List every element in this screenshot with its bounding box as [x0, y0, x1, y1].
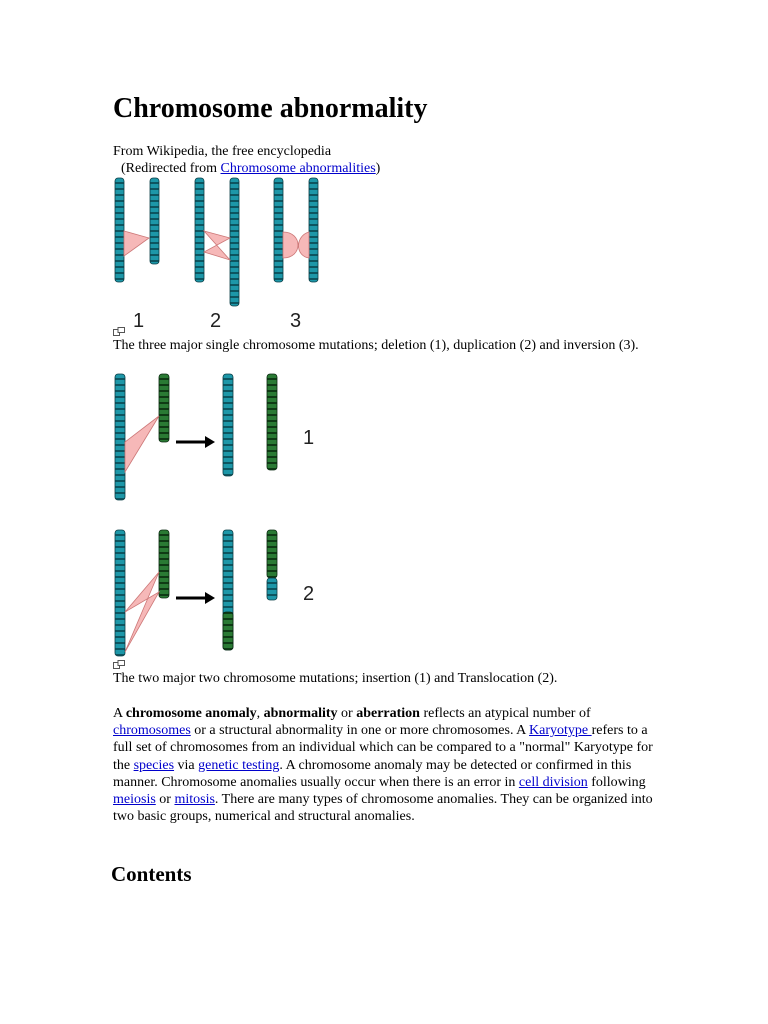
chromosome: [223, 612, 233, 650]
figure2-label-2: 2: [303, 583, 315, 605]
text: or: [337, 706, 357, 721]
link-karyotype[interactable]: Karyotype: [529, 723, 592, 739]
figure1-label-1: 1: [133, 310, 145, 332]
redirect-suffix: ): [375, 161, 381, 176]
figure-single-chromosome-mutations[interactable]: [113, 176, 343, 336]
term-chromosome-anomaly: chromosome anomaly: [125, 706, 257, 721]
figure1-label-3: 3: [290, 310, 302, 332]
chromosome: [115, 178, 124, 282]
mutation-highlight: [283, 232, 309, 258]
chromosome: [150, 178, 159, 264]
text: refers to a full set of chromosomes from an individual which can be compared to a "normal" Karyotype for the: [113, 723, 653, 773]
chromosome: [274, 178, 283, 282]
page-title: Chromosome abnormality: [113, 93, 428, 124]
link-mitosis[interactable]: mitosis: [174, 792, 215, 808]
chromosome: [267, 530, 277, 578]
chromosome: [195, 178, 204, 282]
figure2-label-1: 1: [303, 427, 315, 449]
chromosome: [115, 530, 125, 656]
link-species[interactable]: species: [133, 757, 175, 773]
link-genetic-testing[interactable]: genetic testing: [198, 757, 280, 773]
chromosome: [159, 530, 169, 598]
text: following: [587, 774, 646, 790]
text: . There are many types of chromosome anomalies. They can be organized into two basic groups, numerical and structural anomalies.: [113, 792, 653, 825]
figure-two-chromosome-mutations[interactable]: [113, 372, 343, 662]
text: or a structural abnormality in one or more chromosomes. A: [190, 723, 530, 739]
figure2-caption: The two major two chromosome mutations; insertion (1) and Translocation (2).: [113, 671, 558, 686]
text: reflects an atypical number of: [419, 706, 591, 721]
figure1-caption: The three major single chromosome mutations; deletion (1), duplication (2) and inversion (3).: [113, 338, 639, 353]
chromosome: [267, 374, 277, 470]
mutation-highlight: [125, 416, 159, 472]
magnify-icon[interactable]: [113, 327, 125, 336]
redirect-link[interactable]: Chromosome abnormalities: [220, 161, 376, 176]
chromosome: [230, 178, 239, 306]
link-cell-division[interactable]: cell division: [518, 774, 588, 790]
mutation-highlight: [204, 231, 230, 260]
chromosome: [309, 178, 318, 282]
link-chromosomes[interactable]: chromosomes: [113, 723, 191, 739]
tagline: From Wikipedia, the free encyclopedia: [113, 144, 332, 159]
redirect-note: [121, 160, 380, 177]
intro-paragraph: [113, 705, 653, 825]
mutation-highlight: [125, 572, 159, 652]
chromosome: [267, 578, 277, 600]
figure1-label-2: 2: [210, 310, 222, 332]
text: . A chromosome anomaly may be detected or confirmed in this manner. Chromosome anomalies usually occur when there is an error in: [113, 757, 632, 790]
link-meiosis[interactable]: meiosis: [113, 792, 156, 808]
chromosome: [223, 374, 233, 476]
mutation-highlight: [124, 231, 149, 256]
magnify-icon[interactable]: [113, 660, 125, 669]
chromosome: [159, 374, 169, 442]
redirect-prefix: (Redirected from: [121, 161, 221, 176]
text: via: [174, 757, 199, 773]
term-aberration: aberration: [356, 706, 420, 721]
text: or: [155, 792, 175, 808]
chromosome: [115, 374, 125, 500]
contents-heading: Contents: [111, 862, 192, 886]
term-abnormality: abnormality: [263, 706, 338, 721]
text: A: [113, 706, 126, 721]
text: ,: [256, 706, 264, 721]
